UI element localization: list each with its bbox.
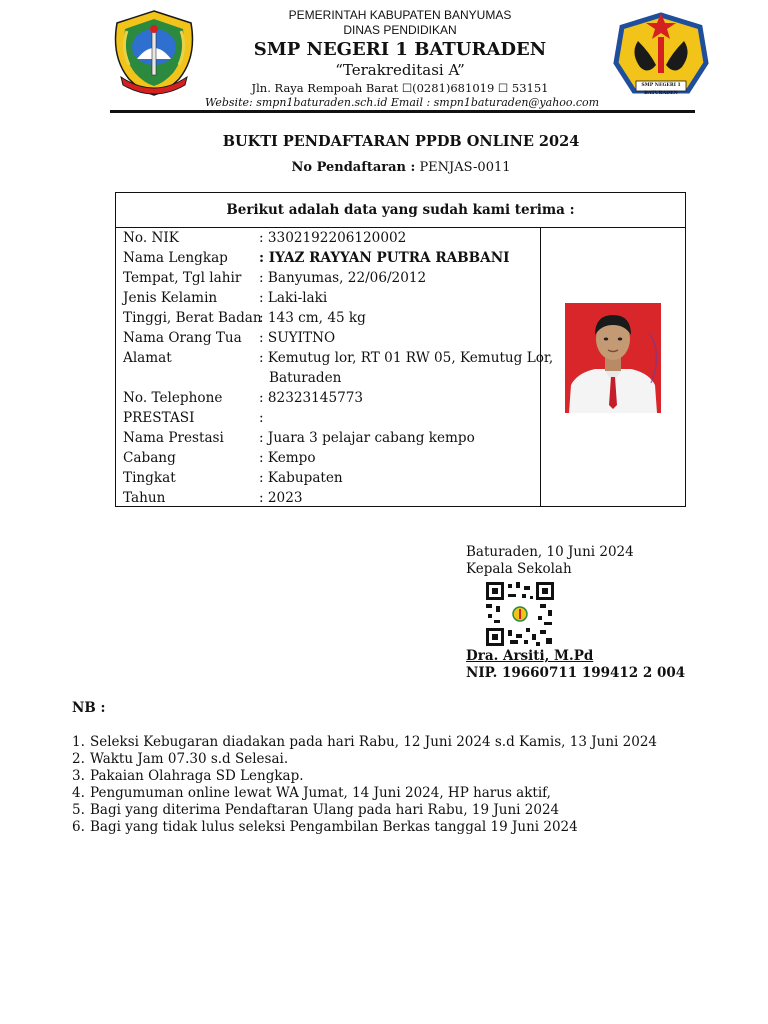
list-item	[72, 819, 657, 836]
list-item	[72, 734, 657, 751]
field-value: : Kemutug lor, RT 01 RW 05, Kemutug Lor,	[259, 350, 554, 366]
field-label: Nama Prestasi	[123, 430, 224, 446]
signature-position: Kepala Sekolah	[466, 561, 572, 577]
list-item-text: Bagi yang diterima Pendaftaran Ulang pada hari Rabu, 19 Juni 2024	[90, 802, 560, 818]
field-label: PRESTASI	[123, 410, 195, 426]
field-value: : 143 cm, 45 kg	[259, 310, 366, 326]
registration-number	[150, 160, 652, 175]
list-item	[72, 802, 657, 819]
accreditation: “Terakreditasi A”	[335, 61, 465, 79]
document-title: BUKTI PENDAFTARAN PPDB ONLINE 2024	[222, 133, 580, 150]
field-row	[123, 348, 553, 368]
field-value-full-name: : IYAZ RAYYAN PUTRA RABBANI	[259, 250, 510, 266]
right-logo-caption: SMP NEGERI 1 BATURADEN	[641, 83, 681, 96]
signature-place-date: Baturaden, 10 Juni 2024	[466, 544, 634, 560]
field-row	[123, 288, 553, 308]
list-item-text: Pengumuman online lewat WA Jumat, 14 Juni 2024, HP harus aktif,	[90, 785, 551, 801]
field-row	[123, 308, 553, 328]
field-value: : Kempo	[259, 450, 316, 466]
signatory-nip: NIP. 19660711 199412 2 004	[466, 665, 686, 681]
field-row	[123, 328, 553, 348]
list-item	[72, 785, 657, 802]
field-value: : 3302192206120002	[259, 230, 407, 246]
field-label: Tinggi, Berat Badan	[123, 310, 262, 326]
field-label	[123, 368, 259, 388]
field-row	[123, 428, 553, 448]
list-item-number: 2.	[72, 751, 85, 767]
notes-list	[72, 734, 657, 836]
list-item-text: Bagi yang tidak lulus seleksi Pengambilan Berkas tanggal 19 Juni 2024	[90, 819, 578, 835]
field-label: Tingkat	[123, 470, 176, 486]
list-item-number: 6.	[72, 819, 85, 835]
field-row	[123, 268, 553, 288]
dept-line: DINAS PENDIDIKAN	[343, 23, 457, 37]
list-item	[72, 768, 657, 785]
field-row-continuation	[123, 368, 553, 388]
field-value: : Laki-laki	[259, 290, 328, 306]
field-value: :	[259, 410, 264, 426]
list-item	[72, 751, 657, 768]
field-row	[123, 228, 553, 248]
header-rule	[110, 110, 695, 113]
right-school-logo	[610, 7, 712, 97]
list-item-number: 3.	[72, 768, 85, 784]
school-name: SMP NEGERI 1 BATURADEN	[253, 39, 547, 60]
list-item-text: Waktu Jam 07.30 s.d Selesai.	[90, 751, 289, 767]
list-item-number: 4.	[72, 785, 85, 801]
signatory-name: Dra. Arsiti, M.Pd	[466, 648, 594, 664]
gov-line: PEMERINTAH KABUPATEN BANYUMAS	[288, 8, 512, 22]
field-value: : 82323145773	[259, 390, 364, 406]
field-label: Nama Orang Tua	[123, 330, 242, 346]
field-value: : Juara 3 pelajar cabang kempo	[259, 430, 475, 446]
field-row	[123, 248, 553, 268]
field-row	[123, 448, 553, 468]
field-label: Jenis Kelamin	[123, 290, 218, 306]
data-box-heading: Berikut adalah data yang sudah kami terima :	[116, 193, 685, 228]
field-label: No. NIK	[123, 230, 179, 246]
field-label: Cabang	[123, 450, 176, 466]
field-label: No. Telephone	[123, 390, 223, 406]
field-value: : 2023	[259, 490, 303, 506]
field-value: : Banyumas, 22/06/2012	[259, 270, 427, 286]
field-label: Tempat, Tgl lahir	[123, 270, 242, 286]
data-fields	[123, 228, 553, 508]
student-photo	[565, 303, 661, 413]
field-value: Baturaden	[269, 370, 342, 386]
list-item-text: Pakaian Olahraga SD Lengkap.	[90, 768, 304, 784]
school-address: Jln. Raya Rempoah Barat ☐(0281)681019 ☐ 53151	[251, 81, 549, 95]
list-item-number: 1.	[72, 734, 85, 750]
field-row	[123, 488, 553, 508]
notes-heading: NB :	[72, 700, 106, 716]
signature-qr-code	[486, 582, 554, 646]
list-item-text: Seleksi Kebugaran diadakan pada hari Rabu, 12 Juni 2024 s.d Kamis, 13 Juni 2024	[90, 734, 657, 750]
left-regency-logo	[107, 7, 201, 99]
list-item-number: 5.	[72, 802, 85, 818]
field-label: Nama Lengkap	[123, 250, 228, 266]
registration-data-box	[115, 192, 686, 507]
registration-label: No Pendaftaran :	[291, 160, 416, 175]
field-value: : Kabupaten	[259, 470, 343, 486]
field-label: Alamat	[123, 350, 172, 366]
field-row	[123, 408, 553, 428]
registration-value: PENJAS-0011	[419, 160, 511, 175]
field-value: : SUYITNO	[259, 330, 336, 346]
field-row	[123, 468, 553, 488]
field-row	[123, 388, 553, 408]
field-label: Tahun	[123, 490, 166, 506]
school-contact: Website: smpn1baturaden.sch.id Email : smpn1baturaden@yahoo.com	[204, 96, 600, 109]
